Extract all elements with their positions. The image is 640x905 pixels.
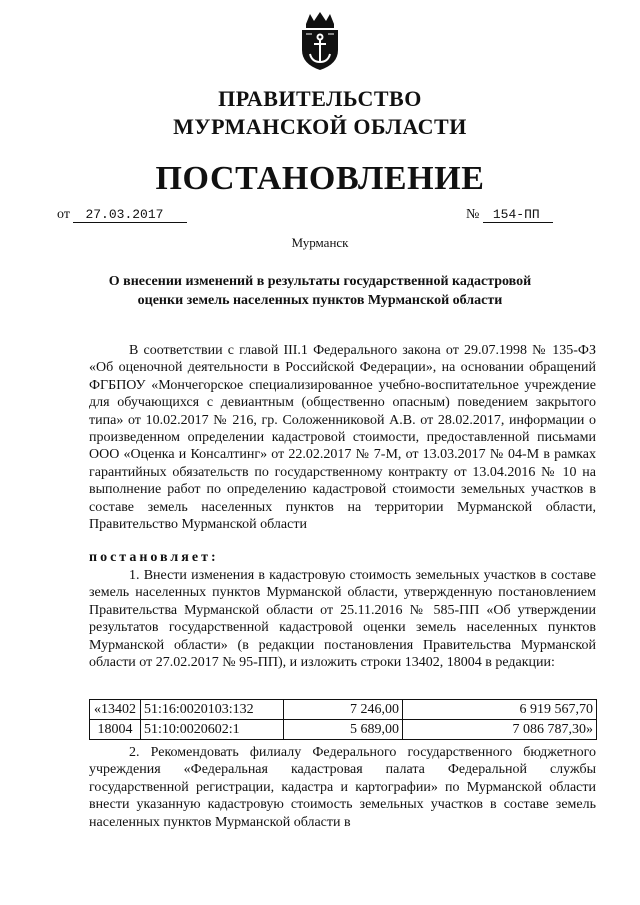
government-title-line2: МУРМАНСКОЙ ОБЛАСТИ bbox=[173, 114, 467, 139]
table-cell: 7 086 787,30» bbox=[403, 720, 597, 740]
resolves-word: постановляет: bbox=[89, 550, 219, 565]
date-prefix: от bbox=[57, 207, 70, 222]
table-cell: 51:16:0020103:132 bbox=[141, 700, 284, 720]
city-label: Мурманск bbox=[291, 235, 349, 250]
cadastral-table bbox=[89, 699, 597, 740]
table-cell: «13402 bbox=[90, 700, 141, 720]
table-cell: 5 689,00 bbox=[284, 720, 403, 740]
paragraph-preamble: В соответствии с главой III.1 Федерального закона от 29.07.1998 № 135-ФЗ «Об оценочной деятельности в Российской Федерации», на основании обращений ФГБПОУ «Мончегорское специализированное учебно-воспитательное учреждение для обучающихся с девиантным (общественно опасным) поведением закрытого типа» от 10.02.2017 № 216, гр. Соложенниковой А.В. от 28.02.2017, информации о произведенном определении кадастровой стоимости, предоставленной письмами ООО «Оценка и Консалтинг» от 22.02.2017 № 7-М, от 13.03.2017 № 04-М в рамках гарантийных обязательств по государственному контракту от 13.04.2016 № 10 на выполнение работ по определению кадастровой стоимости земельных участков в составе земель населенных пунктов на территории Мурманской области, Правительство Мурманской области bbox=[89, 343, 596, 533]
paragraph-item-2: 2. Рекомендовать филиалу Федерального государственного бюджетного учреждения «Федеральная кадастровая палата Федеральной службы государственной регистрации, кадастра и картографии» по Мурманской области внести указанную кадастровую стоимость земельных участков в составе земель населенных пунктов Мурманской области в bbox=[89, 745, 596, 830]
number-prefix: № bbox=[466, 207, 480, 222]
date-field bbox=[57, 207, 187, 223]
table-cell: 6 919 567,70 bbox=[403, 700, 597, 720]
table-cell: 18004 bbox=[90, 720, 141, 740]
government-title-line1: ПРАВИТЕЛЬСТВО bbox=[218, 86, 422, 111]
subject-line1: О внесении изменений в результаты государственной кадастровой bbox=[108, 274, 532, 289]
coat-of-arms-icon bbox=[294, 10, 346, 72]
table-row bbox=[90, 700, 597, 720]
paragraph-item-1: 1. Внести изменения в кадастровую стоимость земельных участков в составе земель населенных пунктов Мурманской области, утвержденную постановлением Правительства Мурманской области от 25.11.2016 № 585-ПП «Об утверждении результатов государственной кадастровой оценки земель населенных пунктов Мурманской области» (в редакции постановления Правительства Мурманской области от 27.02.2017 № 95-ПП), и изложить строки 13402, 18004 в редакции: bbox=[89, 568, 596, 671]
date-value: 27.03.2017 bbox=[73, 207, 187, 223]
table-cell: 7 246,00 bbox=[284, 700, 403, 720]
subject-line2: оценки земель населенных пунктов Мурманской области bbox=[137, 293, 503, 308]
number-value: 154-ПП bbox=[483, 207, 553, 223]
subject-heading bbox=[0, 272, 640, 310]
table-cell: 51:10:0020602:1 bbox=[141, 720, 284, 740]
table-row bbox=[90, 720, 597, 740]
document-type-title: ПОСТАНОВЛЕНИЕ bbox=[155, 160, 485, 197]
number-field bbox=[466, 207, 553, 223]
